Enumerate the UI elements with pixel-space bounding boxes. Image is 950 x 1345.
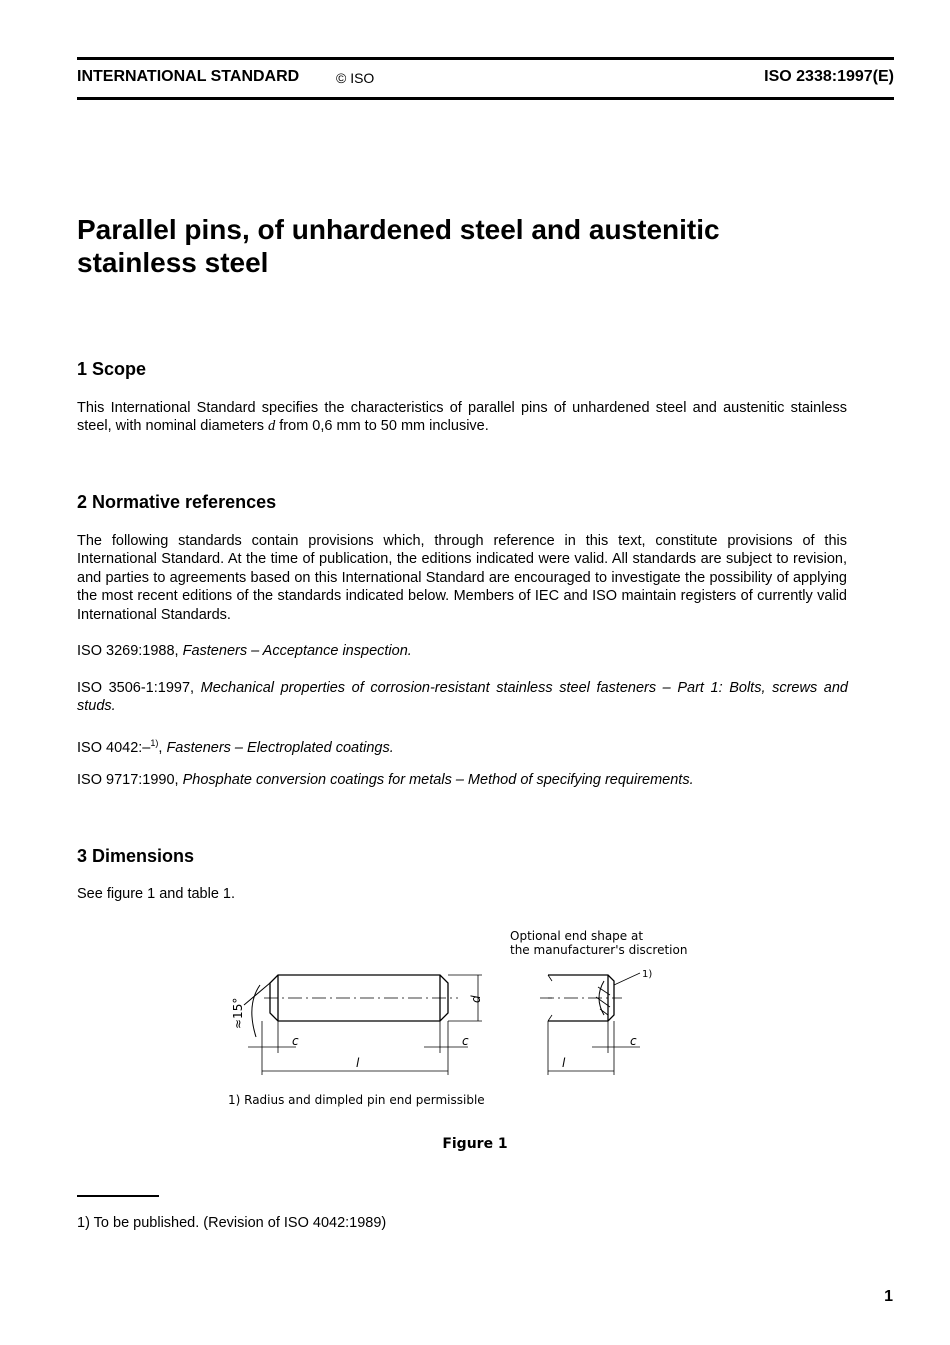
reference-code: ISO 4042:– [77, 740, 151, 756]
angle-leader [244, 983, 270, 1005]
length-label: l [356, 1056, 360, 1070]
reference-item [77, 642, 848, 660]
reference-item [77, 679, 848, 716]
title-line-1: Parallel pins, of unhardened steel and austenitic [77, 214, 720, 245]
reference-item [77, 734, 848, 757]
chamfer-label-end: c [630, 1034, 637, 1048]
chamfer-label-left: c [292, 1034, 299, 1048]
section-scope-heading: 1 Scope [77, 359, 147, 379]
title-line-2: stainless steel [77, 247, 269, 278]
section-scope-text [77, 399, 847, 436]
reference-code: ISO 3506-1:1997, [77, 680, 201, 696]
scope-variable-d: d [268, 418, 276, 435]
footnote-rule [77, 1195, 159, 1197]
optional-end-outline [548, 975, 614, 1021]
figure-1-drawing [200, 925, 700, 1115]
reference-title: Mechanical properties of corrosion-resistant stainless steel fasteners – Part 1: Bolts, screws and studs. [77, 680, 848, 715]
length-label-end: l [562, 1056, 566, 1070]
reference-title: Phosphate conversion coatings for metals – Method of specifying requirements. [182, 772, 694, 788]
page-number: 1 [884, 1288, 893, 1305]
reference-code: ISO 3269:1988, [77, 643, 183, 659]
section-normative-heading: 2 Normative references [77, 492, 277, 512]
header-standard-type: INTERNATIONAL STANDARD [77, 68, 300, 85]
footnote-marker: 1) [150, 738, 159, 748]
section-dimensions-heading: 3 Dimensions [77, 846, 195, 866]
angle-label: ≈15° [231, 997, 245, 1029]
reference-title: Fasteners – Acceptance inspection. [182, 643, 412, 659]
header-standard-number: ISO 2338:1997(E) [764, 68, 894, 85]
document-title [77, 213, 837, 279]
pin-drawing-svg [200, 925, 700, 1115]
reference-item [77, 771, 848, 789]
scope-text-after: from 0,6 mm to 50 mm inclusive. [275, 418, 489, 435]
section-dimensions-text: See figure 1 and table 1. [77, 886, 236, 902]
marker-leader [614, 973, 640, 985]
section-normative-intro: The following standards contain provisions which, through reference in this text, constitute provisions of this International Standard. At the time of publication, the editions indicated were valid. All standards are subject to revision, and parties to agreements based on this International Standard are encouraged to investigate the possibility of applying the most recent editions of the standards indicated below. Members of IEC and ISO maintain registers of currently valid International Standards. [77, 533, 847, 623]
figure-note: 1) Radius and dimpled pin end permissible [228, 1093, 485, 1107]
optional-end-label-2: the manufacturer's discretion [510, 943, 688, 957]
diameter-label: d [469, 995, 483, 1003]
reference-code-after: , [158, 740, 167, 756]
page-header [77, 68, 894, 90]
figure-marker: 1) [642, 969, 653, 980]
footnote: 1) To be published. (Revision of ISO 4042:1989) [77, 1215, 387, 1231]
figure-caption: Figure 1 [442, 1136, 508, 1152]
reference-title: Fasteners – Electroplated coatings. [166, 740, 394, 756]
scope-text-before: This International Standard specifies the characteristics of parallel pins of unhardened steel and austenitic stainless steel, with nominal diameters [77, 400, 847, 435]
header-rule-top [77, 57, 894, 60]
header-copyright: © ISO [336, 70, 375, 86]
reference-code: ISO 9717:1990, [77, 772, 183, 788]
header-rule-bottom [77, 97, 894, 100]
optional-end-label-1: Optional end shape at [510, 929, 644, 943]
chamfer-label-right: c [462, 1034, 469, 1048]
